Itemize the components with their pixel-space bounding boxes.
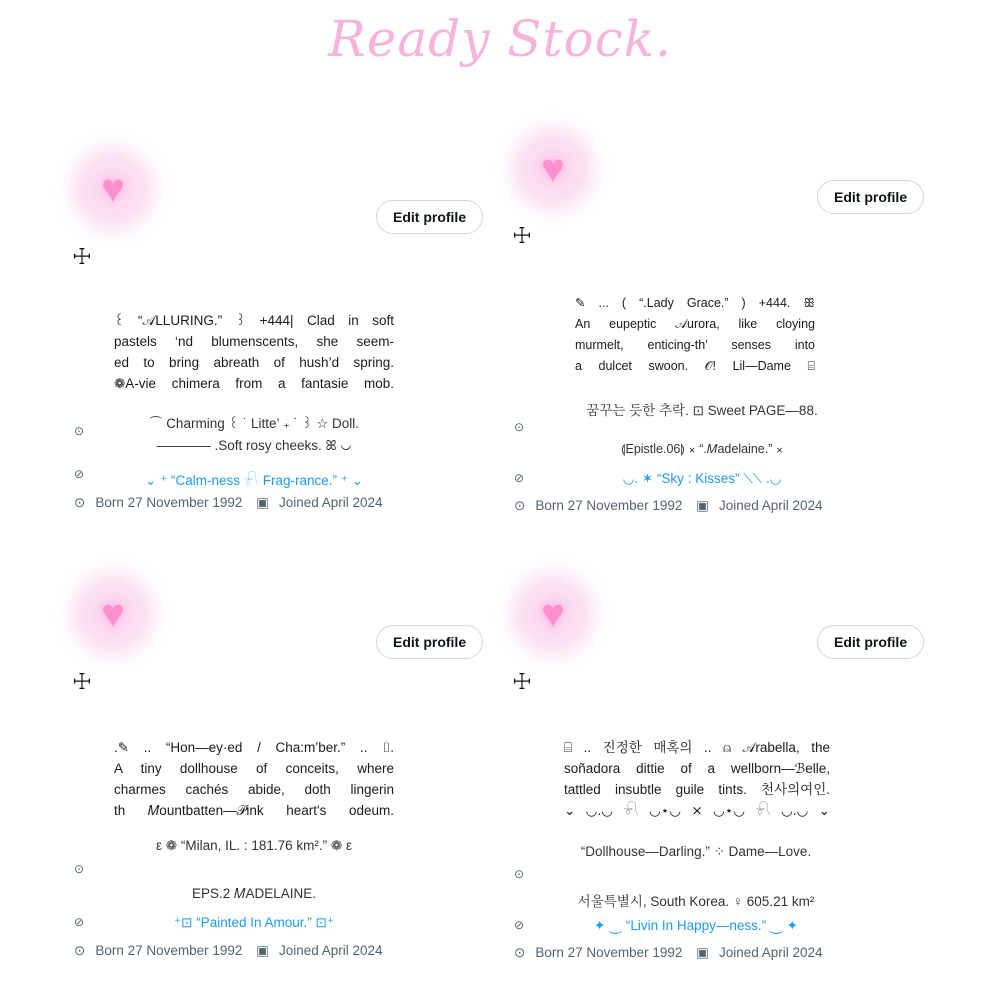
profile-bio xyxy=(564,737,830,821)
profile-card xyxy=(50,565,490,958)
bio-line: ❁A-vie chimera from a fantasie mob. xyxy=(114,376,394,391)
bio-line: a dulcet swoon. 𝒪! Lil—Dame ⌸ xyxy=(575,359,815,373)
link-icon: ⊘ xyxy=(74,467,85,481)
location-line: ———— .Soft rosy cheeks. ꕤ ◡ xyxy=(156,438,352,453)
bio-line: A tiny dollhouse of conceits, where xyxy=(114,761,394,776)
bio-line: pastels ‘nd blumenscents, she seem- xyxy=(114,334,394,349)
pink-heart-icon: ♥ xyxy=(541,592,565,636)
profile-meta xyxy=(514,498,833,514)
link-icon: ⊘ xyxy=(74,915,85,929)
bio-line: An eupeptic 𝒜urora, like cloying xyxy=(575,317,815,331)
joined-text: Joined April 2024 xyxy=(278,495,383,510)
location-line: ε ❁ “Milan, IL. : 181.76 km².” ❁ ε xyxy=(156,838,352,853)
avatar[interactable] xyxy=(74,575,152,653)
location-pin-icon: ⊙ xyxy=(514,420,525,434)
bio-line: .✎ .. “Hon—ey·ed / Cha:m’ber.” .. ⌷. xyxy=(114,740,394,755)
joined-text: Joined April 2024 xyxy=(278,943,383,958)
profile-bio xyxy=(114,310,394,394)
joined-text: Joined April 2024 xyxy=(718,498,823,513)
location-line: ⟬Epistle.06⟭ ⨯ “.𝑀adelaine.” ⨯ xyxy=(620,442,784,456)
birthday-text: Born 27 November 1992 xyxy=(95,495,243,510)
birthday-text: Born 27 November 1992 xyxy=(535,498,683,513)
page-title: Ready Stock. xyxy=(328,10,672,68)
profile-bio xyxy=(114,737,394,821)
location-line: 서울특별시, South Korea. ♀ 605.21 km² xyxy=(577,894,815,909)
profile-card xyxy=(50,140,490,520)
birthday-text: Born 27 November 1992 xyxy=(95,943,243,958)
bio-line: ꒰ “𝒜LLURING.” ꒱ +444| Clad in soft xyxy=(114,313,394,328)
profile-link[interactable]: ⌄ ⁺ “Calm-ness 𓍯 Frag-rance.” ⁺ ⌄ xyxy=(145,473,363,488)
location-pin-icon: ⊙ xyxy=(514,867,525,881)
bio-line: soñadora dittie of a wellborn—ℬelle, xyxy=(564,761,830,776)
profile-meta xyxy=(514,945,833,961)
balloon-icon: ⊙ xyxy=(74,495,86,510)
location-pin-icon: ⊙ xyxy=(74,862,85,876)
avatar[interactable] xyxy=(74,150,152,228)
balloon-icon: ⊙ xyxy=(514,498,526,513)
profile-link[interactable]: ◡. ✶ “Sky : Kisses” ⟍⟍ .◡ xyxy=(622,471,782,486)
bio-line: tattled insubtle guile tints. 천사의여인. xyxy=(564,782,830,797)
location-pin-icon: ⊙ xyxy=(74,424,85,438)
profile-link[interactable]: ⁺⊡ “Painted In Amour.” ⊡⁺ xyxy=(174,915,334,930)
bio-line: ✎ ... ( “.Lady Grace.” ) +444. ꕥ xyxy=(575,296,815,310)
calendar-icon: ▣ xyxy=(256,495,269,510)
location-line: EPS.2 𝑀ADELAINE. xyxy=(192,886,316,901)
edit-profile-button[interactable]: Edit profile xyxy=(817,625,924,659)
link-icon: ⊘ xyxy=(514,471,525,485)
joined-text: Joined April 2024 xyxy=(718,945,823,960)
pink-heart-icon: ♥ xyxy=(101,592,125,636)
bio-line: th 𝑀ountbatten—𝒫ink heart's odeum. xyxy=(114,803,394,818)
bio-line: murmelt, enticing-th’ senses into xyxy=(575,338,815,352)
cross-icon: ☩ xyxy=(512,224,532,249)
bio-line: charmes cachés abide, doth lingerin xyxy=(114,782,394,797)
bio-line: ed to bring abreath of hush’d spring. xyxy=(114,355,394,370)
birthday-text: Born 27 November 1992 xyxy=(535,945,683,960)
cross-icon: ☩ xyxy=(512,670,532,695)
profile-link[interactable]: ✦ ⏝ “Livin In Happy—ness.” ⏝ ✦ xyxy=(594,918,798,933)
avatar[interactable] xyxy=(514,575,592,653)
profile-card xyxy=(490,120,930,513)
link-icon: ⊘ xyxy=(514,918,525,932)
edit-profile-button[interactable]: Edit profile xyxy=(817,180,924,214)
location-line: “Dollhouse—Darling.” ⁘ Dame—Love. xyxy=(580,844,812,859)
profile-meta xyxy=(74,495,393,511)
balloon-icon: ⊙ xyxy=(74,943,86,958)
cross-icon: ☩ xyxy=(72,245,92,270)
location-line: ⌒ Charming ꒰ ˙ Litte’ ₊ ˙ ꒱ ☆ Doll. xyxy=(148,416,360,431)
balloon-icon: ⊙ xyxy=(514,945,526,960)
profile-meta xyxy=(74,943,393,959)
cross-icon: ☩ xyxy=(72,670,92,695)
pink-heart-icon: ♥ xyxy=(101,167,125,211)
calendar-icon: ▣ xyxy=(696,945,709,960)
location-line: 꿈꾸는 듯한 추락. ⊡ Sweet PAGE—88. xyxy=(586,403,818,418)
bio-line: ⌸ .. 진정한 매혹의 .. ⍝ 𝒜rabella, the xyxy=(564,740,830,755)
calendar-icon: ▣ xyxy=(696,498,709,513)
edit-profile-button[interactable]: Edit profile xyxy=(376,625,483,659)
avatar[interactable] xyxy=(514,130,592,208)
edit-profile-button[interactable]: Edit profile xyxy=(376,200,483,234)
profile-bio xyxy=(575,293,815,377)
calendar-icon: ▣ xyxy=(256,943,269,958)
pink-heart-icon: ♥ xyxy=(541,147,565,191)
bio-line: ⌄ ◡.◡ 𓍯 ◡⋆◡ ⨯ ◡⋆◡ 𓍯 ◡.◡ ⌄ xyxy=(564,803,830,818)
profile-card xyxy=(490,565,930,960)
